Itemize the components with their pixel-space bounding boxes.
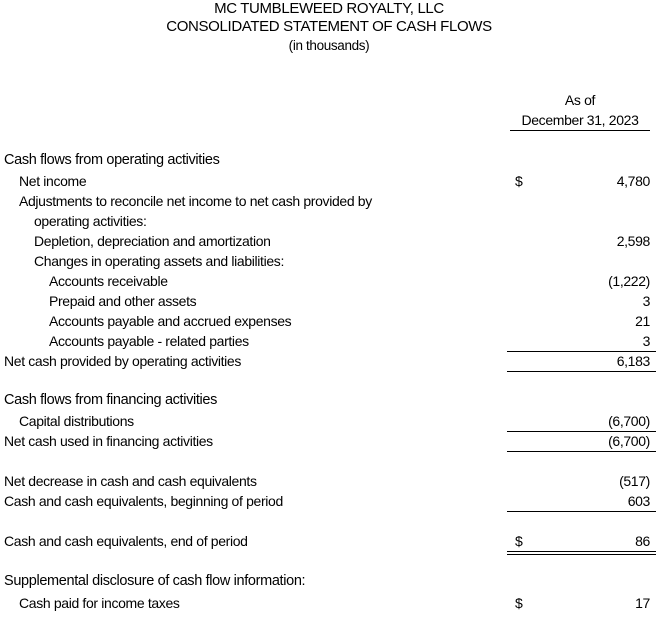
supplemental-section-header: Supplemental disclosure of cash flow information: [4, 573, 306, 589]
total-rule [507, 371, 656, 372]
subtotal-rule [507, 511, 656, 512]
units-note: (in thousands) [288, 38, 370, 53]
net-income-row [0, 171, 658, 191]
column-header-line1: As of [564, 92, 596, 108]
net-decrease-row: Net decrease in cash and cash equivalents (517) [4, 473, 650, 489]
changes-row: Changes in operating assets and liabilities: [34, 253, 284, 269]
accounts-receivable-row: Accounts receivable (1,222) [49, 273, 650, 289]
cash-beginning-row: Cash and cash equivalents, beginning of period 603 [4, 493, 650, 509]
total-rule [507, 451, 656, 452]
dda-row: Depletion, depreciation and amortization 2,598 [34, 233, 650, 249]
double-rule [507, 551, 656, 555]
net-financing-row: Net cash used in financing activities (6,700) [4, 433, 650, 449]
company-name: MC TUMBLEWEED ROYALTY, LLC [214, 0, 444, 17]
net-income-value: 4,780 [616, 173, 650, 189]
income-taxes-row: Cash paid for income taxes $ 17 [19, 595, 650, 611]
financing-section-header: Cash flows from financing activities [4, 392, 218, 408]
accounts-payable-row: Accounts payable and accrued expenses 21 [49, 313, 650, 329]
cash-end-row: Cash and cash equivalents, end of period $ 86 [4, 533, 650, 549]
dollar-sign: $ [515, 533, 523, 549]
prepaid-row: Prepaid and other assets 3 [49, 293, 650, 309]
accounts-payable-related-row: Accounts payable - related parties 3 [49, 333, 650, 349]
statement-title: CONSOLIDATED STATEMENT OF CASH FLOWS [166, 18, 492, 35]
dollar-sign: $ [515, 595, 523, 611]
operating-section-header: Cash flows from operating activities [4, 152, 220, 168]
adjustments-row: Adjustments to reconcile net income to net cash provided by [19, 193, 372, 209]
net-operating-row: Net cash provided by operating activities 6,183 [4, 353, 650, 369]
net-income-label: Net income [19, 173, 87, 189]
adjustments-row-cont: operating activities: [34, 213, 147, 229]
column-header-date: December 31, 2023 [510, 110, 650, 131]
capital-distributions-row: Capital distributions (6,700) [19, 413, 650, 429]
dollar-sign: $ [515, 173, 523, 189]
